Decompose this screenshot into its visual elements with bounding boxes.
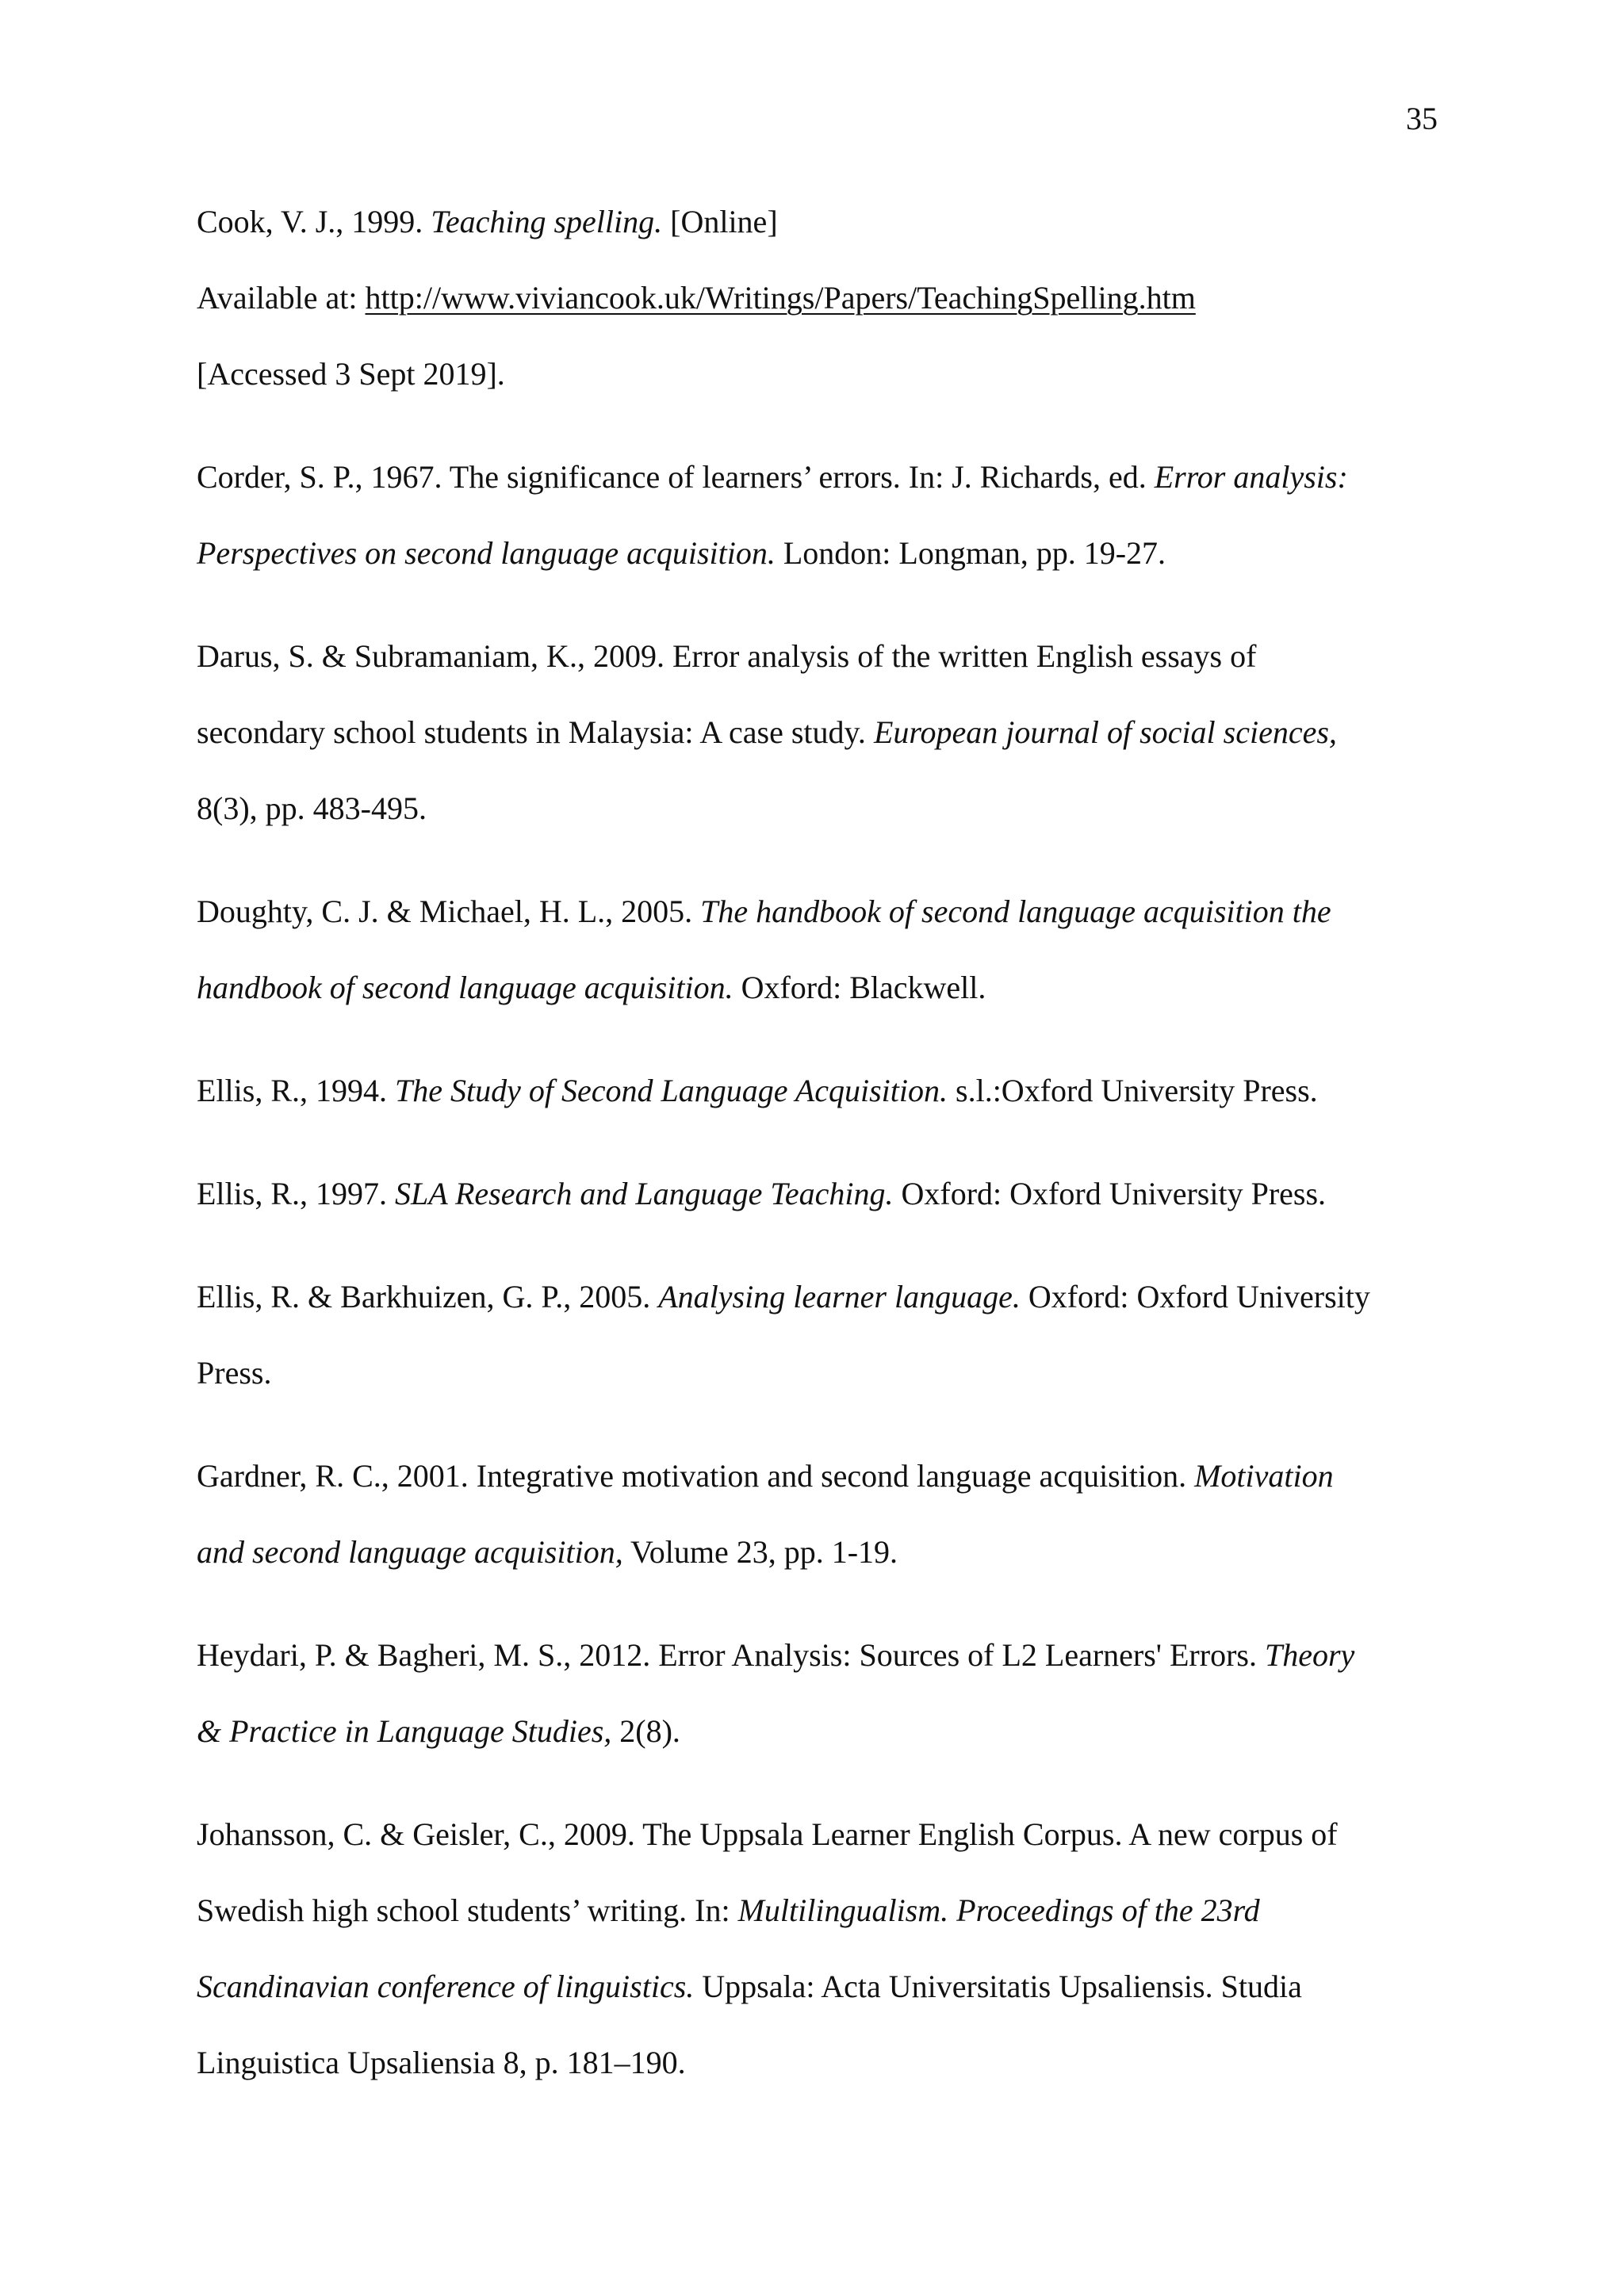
reference-line bbox=[197, 1335, 1434, 1411]
reference-text: Oxford: Oxford University bbox=[1020, 1279, 1370, 1314]
reference-text: Heydari, P. & Bagheri, M. S., 2012. Error Analysis: Sources of L2 Learners' Errors. bbox=[197, 1637, 1265, 1673]
reference-line bbox=[197, 1797, 1434, 1873]
reference-title-text: Teaching spelling. bbox=[431, 204, 663, 239]
reference-line bbox=[197, 950, 1434, 1026]
reference-line bbox=[197, 515, 1434, 591]
reference-line bbox=[197, 336, 1434, 412]
reference-text: Darus, S. & Subramaniam, K., 2009. Error analysis of the written English essays of bbox=[197, 638, 1257, 674]
reference-text: London: Longman, pp. 19-27. bbox=[775, 535, 1166, 571]
reference-line bbox=[197, 695, 1434, 771]
reference-url-link[interactable]: http://www.viviancook.uk/Writings/Papers/TeachingSpelling.htm bbox=[365, 280, 1196, 316]
reference-title-text: Scandinavian conference of linguistics. bbox=[197, 1969, 695, 2004]
reference-entry bbox=[197, 874, 1434, 1026]
reference-text: Swedish high school students’ writing. In: bbox=[197, 1892, 738, 1928]
reference-title-text: European journal of social sciences, bbox=[873, 714, 1337, 750]
reference-title-text: Perspectives on second language acquisition. bbox=[197, 535, 776, 571]
reference-title-text: Multilingualism. Proceedings of the 23rd bbox=[737, 1892, 1260, 1928]
reference-title-text: Motivation bbox=[1194, 1458, 1334, 1494]
reference-title-text: The handbook of second language acquisition the bbox=[700, 894, 1331, 929]
reference-entry bbox=[197, 1797, 1434, 2101]
reference-entry bbox=[197, 1053, 1434, 1129]
reference-text: s.l.:Oxford University Press. bbox=[948, 1073, 1318, 1108]
reference-line bbox=[197, 1873, 1434, 1949]
reference-line bbox=[197, 1156, 1434, 1232]
reference-text: Johansson, C. & Geisler, C., 2009. The Uppsala Learner English Corpus. A new corpus of bbox=[197, 1816, 1338, 1852]
reference-line bbox=[197, 1617, 1434, 1693]
reference-text: Corder, S. P., 1967. The significance of learners’ errors. In: J. Richards, ed. bbox=[197, 459, 1155, 495]
reference-entry bbox=[197, 1259, 1434, 1411]
reference-text: Ellis, R. & Barkhuizen, G. P., 2005. bbox=[197, 1279, 659, 1314]
reference-entry bbox=[197, 439, 1434, 591]
reference-text: 2(8). bbox=[611, 1713, 680, 1749]
reference-title-text: Error analysis: bbox=[1154, 459, 1348, 495]
reference-text: Volume 23, pp. 1-19. bbox=[622, 1534, 898, 1570]
reference-title-text: and second language acquisition, bbox=[197, 1534, 623, 1570]
reference-line bbox=[197, 1053, 1434, 1129]
reference-entry bbox=[197, 1156, 1434, 1232]
reference-entry bbox=[197, 184, 1434, 412]
reference-line bbox=[197, 439, 1434, 515]
reference-text: Cook, V. J., 1999. bbox=[197, 204, 431, 239]
reference-title-text: handbook of second language acquisition. bbox=[197, 970, 733, 1005]
reference-entry bbox=[197, 1438, 1434, 1590]
reference-title-text: & Practice in Language Studies, bbox=[197, 1713, 612, 1749]
page-number: 35 bbox=[1406, 101, 1438, 136]
reference-line bbox=[197, 1514, 1434, 1590]
reference-text: Uppsala: Acta Universitatis Upsaliensis. Studia bbox=[694, 1969, 1302, 2004]
reference-text: Ellis, R., 1994. bbox=[197, 1073, 396, 1108]
reference-text: [Online] bbox=[662, 204, 778, 239]
reference-text: Doughty, C. J. & Michael, H. L., 2005. bbox=[197, 894, 701, 929]
reference-line bbox=[197, 1438, 1434, 1514]
reference-text: Linguistica Upsaliensia 8, p. 181–190. bbox=[197, 2045, 686, 2080]
reference-title-text: SLA Research and Language Teaching. bbox=[395, 1176, 894, 1211]
reference-line bbox=[197, 874, 1434, 950]
reference-text: Oxford: Blackwell. bbox=[733, 970, 986, 1005]
reference-entry bbox=[197, 1617, 1434, 1770]
reference-text: secondary school students in Malaysia: A case study. bbox=[197, 714, 874, 750]
reference-text: [Accessed 3 Sept 2019]. bbox=[197, 356, 505, 392]
reference-text: Available at: bbox=[197, 280, 366, 316]
reference-list bbox=[197, 184, 1434, 2128]
reference-text: Press. bbox=[197, 1355, 272, 1391]
reference-line bbox=[197, 2025, 1434, 2101]
reference-title-text: The Study of Second Language Acquisition. bbox=[395, 1073, 948, 1108]
reference-title-text: Analysing learner language. bbox=[658, 1279, 1021, 1314]
reference-line bbox=[197, 1949, 1434, 2025]
reference-line bbox=[197, 618, 1434, 695]
reference-line bbox=[197, 1693, 1434, 1770]
reference-entry bbox=[197, 618, 1434, 847]
reference-line bbox=[197, 184, 1434, 260]
reference-text: Oxford: Oxford University Press. bbox=[893, 1176, 1327, 1211]
reference-line bbox=[197, 771, 1434, 847]
reference-title-text: Theory bbox=[1264, 1637, 1355, 1673]
reference-line bbox=[197, 260, 1434, 336]
reference-line bbox=[197, 1259, 1434, 1335]
reference-text: Gardner, R. C., 2001. Integrative motivation and second language acquisition. bbox=[197, 1458, 1195, 1494]
reference-text: Ellis, R., 1997. bbox=[197, 1176, 396, 1211]
reference-text: 8(3), pp. 483-495. bbox=[197, 790, 427, 826]
